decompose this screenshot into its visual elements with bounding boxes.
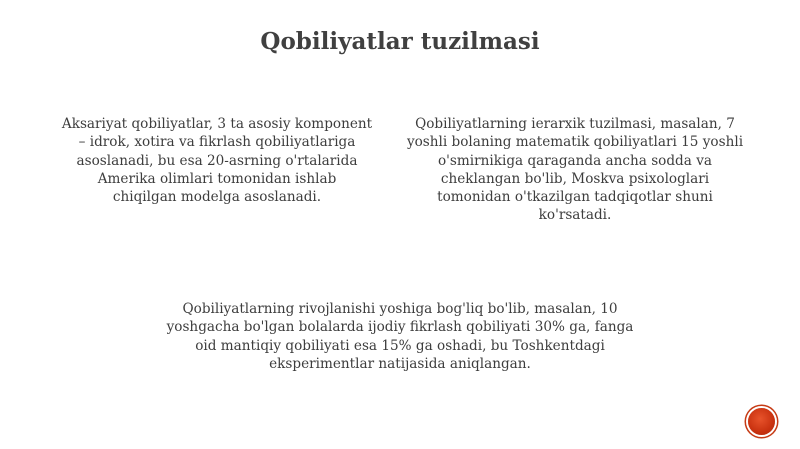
slide-title: Qobiliyatlar tuzilmasi — [260, 28, 540, 55]
text-block-bottom: Qobiliyatlarning rivojlanishi yoshiga bog'liq bo'lib, masalan, 10 yoshgacha bo'lgan bolalarda ijodiy fikrlash qobiliyati 30% ga, fanga oid mantiqiy qobiliyati esa 15% ga oshadi, bu Toshkentdagi eksperimentlar natijasida aniqlangan. — [166, 301, 634, 372]
text-block-right: Qobiliyatlarning ierarxik tuzilmasi, masalan, 7 yoshli bolaning matematik qobiliyatlari 15 yoshli o'smirnikiga qaraganda ancha sodda va cheklangan bo'lib, Moskva psixologlari tomonidan o'tkazilgan tadqiqotlar shuni ko'rsatadi. — [406, 116, 744, 224]
next-slide-button[interactable] — [748, 408, 775, 435]
text-block-left: Aksariyat qobiliyatlar, 3 ta asosiy komponent – idrok, xotira va fikrlash qobiliyatlariga asoslanadi, bu esa 20-asrning o'rtalarida Amerika olimlari tomonidan ishlab chiqilgan modelga asoslanadi. — [61, 116, 373, 206]
